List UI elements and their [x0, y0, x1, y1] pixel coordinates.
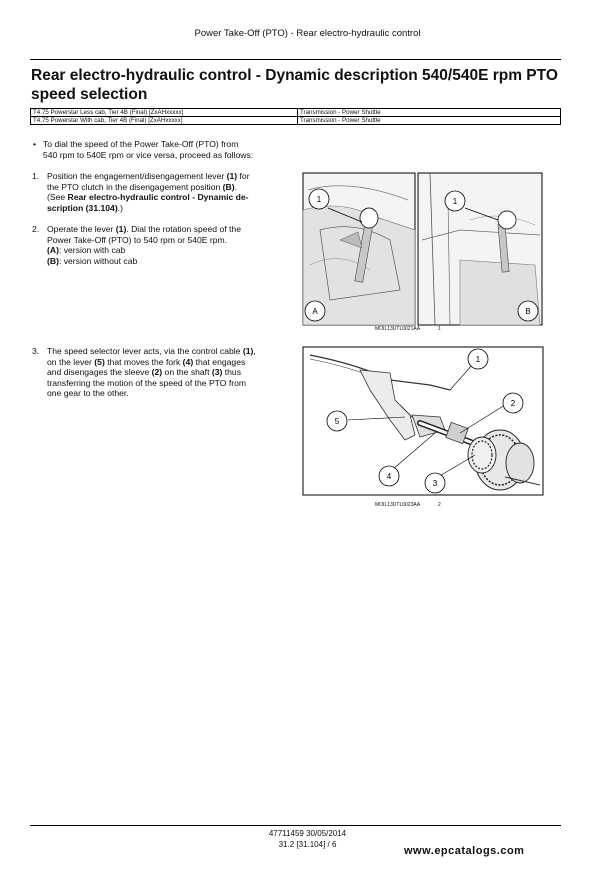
callout-5: 5: [334, 417, 340, 426]
step-2-text: [47, 224, 295, 266]
text-line: scription (31.104).): [47, 202, 123, 213]
callout-4: 4: [386, 472, 392, 481]
callout-1: 1: [452, 197, 458, 206]
bullet-marker: •: [33, 139, 37, 149]
figure-1-panel-a: [303, 173, 415, 325]
text-line: Position the engagement/disengagement lever (1) for: [47, 171, 250, 181]
text-line: the PTO clutch in the disengagement position (B).: [47, 181, 237, 192]
panel-label-a: A: [312, 307, 318, 316]
text-line: on the lever (5) that moves the fork (4) that engages: [47, 356, 246, 367]
page-title: Rear electro-hydraulic control - Dynamic description 540/540E rpm PTO speed selection: [31, 67, 558, 103]
model-cell: T4.75 Powerstar With cab, Tier 4B (Final) [ZxAHxxxxx]: [31, 117, 298, 125]
figure-2-caption: MOIL13UTL0023AA 2: [375, 502, 441, 508]
text-line: one gear to the other.: [47, 388, 129, 399]
figure-2-linkage-drawing: [300, 345, 550, 500]
text-line: and disengages the sleeve (2) on the shaft (3) thus: [47, 367, 241, 378]
system-cell: Transmission - Power Shuttle: [298, 109, 561, 117]
intro-line: 540 rpm to 540E rpm or vice versa, proceed as follows:: [43, 149, 254, 160]
footer-rule: [30, 825, 561, 826]
header-rule: [30, 59, 561, 60]
text-line: (See Rear electro-hydraulic control - Dynamic de-: [47, 192, 249, 203]
text-line: (B): version without cab: [47, 255, 138, 266]
model-cell: T4.75 Powerstar Less cab, Tier 4B (Final) [ZxAHxxxxx]: [31, 109, 298, 117]
text-line: transferring the motion of the speed of the PTO from: [47, 377, 247, 388]
document-id: 47711459 30/05/2014: [268, 829, 347, 838]
figure-1-panel-b: [418, 173, 542, 325]
figure-1-caption: MOIL13UTL0021AA 1: [375, 326, 441, 332]
text-line: The speed selector lever acts, via the control cable (1),: [47, 346, 256, 356]
callout-1: 1: [316, 195, 322, 204]
step-number: 2.: [32, 224, 40, 234]
step-number: 3.: [32, 346, 40, 356]
intro-paragraph: [43, 139, 298, 160]
page-number: 31.2 [31.104] / 6: [278, 840, 337, 849]
intro-line: To dial the speed of the Power Take-Off (PTO) from: [43, 139, 239, 149]
system-cell: Transmission - Power Shuttle: [298, 117, 561, 125]
running-header: Power Take-Off (PTO) - Rear electro-hydraulic control: [194, 28, 421, 39]
applicability-table: [30, 108, 561, 125]
callout-3: 3: [432, 479, 438, 488]
table-row: [31, 109, 561, 117]
step-3-text: [47, 346, 297, 399]
figure-1-lever-photos: [300, 170, 550, 338]
text-line: Power Take-Off (PTO) to 540 rpm or 540E rpm.: [47, 234, 228, 245]
text-line: (A): version with cab: [47, 245, 126, 256]
callout-2: 2: [510, 399, 516, 408]
watermark-link[interactable]: www.epcatalogs.com: [404, 845, 525, 857]
callout-1: 1: [475, 355, 481, 364]
table-row: [31, 117, 561, 125]
text-line: Operate the lever (1). Dial the rotation speed of the: [47, 224, 241, 234]
panel-label-b: B: [525, 307, 531, 316]
step-1-text: [47, 171, 295, 213]
step-number: 1.: [32, 171, 40, 181]
